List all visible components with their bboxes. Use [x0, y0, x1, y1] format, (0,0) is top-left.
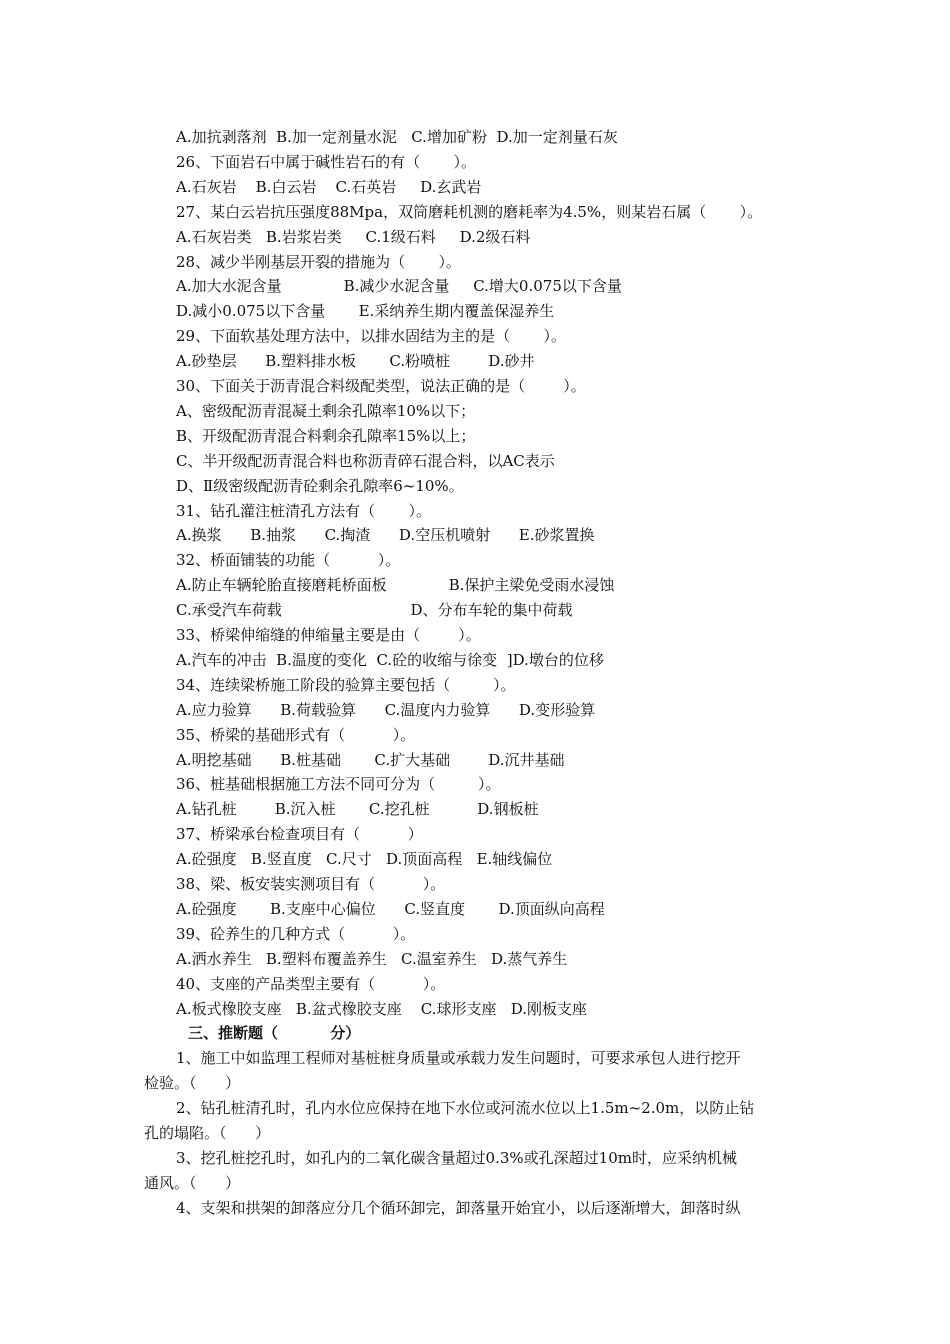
- text-line: 29、下面软基处理方法中，以排水固结为主的是（ ）。: [176, 327, 566, 346]
- text-line: A.明挖基础 B.桩基础 C.扩大基础 D.沉井基础: [176, 750, 565, 769]
- judgment-line: 1、施工中如监理工程师对基桩桩身质量或承载力发生问题时，可要求承包人进行挖开: [176, 1049, 741, 1068]
- text-line: 39、砼养生的几种方式（ ）。: [176, 924, 416, 943]
- text-line: 36、桩基础根据施工方法不同可分为（ ）。: [176, 775, 501, 794]
- text-line: A.换浆 B.抽浆 C.掏渣 D.空压机喷射 E.砂浆置换: [176, 526, 595, 545]
- text-line: A.应力验算 B.荷载验算 C.温度内力验算 D.变形验算: [176, 700, 596, 719]
- text-line: 27、某白云岩抗压强度88Mpa，双筒磨耗机测的磨耗率为4.5%，则某岩石属（ ）。: [176, 202, 763, 221]
- judgment-line: 4、支架和拱架的卸落应分几个循环卸完，卸落量开始宜小，以后逐渐增大，卸落时纵: [176, 1198, 741, 1217]
- judgment-continuation: 检验。（ ）: [144, 1074, 241, 1093]
- text-line: A.汽车的冲击 B.温度的变化 C.砼的收缩与徐变 ]D.墩台的位移: [176, 650, 604, 669]
- text-line: A、密级配沥青混凝土剩余孔隙率10%以下；: [176, 401, 476, 420]
- text-line: D.减小0.075以下含量 E.采纳养生期内覆盖保湿养生: [176, 302, 555, 321]
- text-line: C、半开级配沥青混合料也称沥青碎石混合料，以AC表示: [176, 451, 555, 470]
- section-heading: 三、推断题（ 分）: [188, 1024, 361, 1043]
- text-line: A.板式橡胶支座 B.盆式橡胶支座 C.球形支座 D.刚板支座: [176, 999, 588, 1018]
- text-line: A.石灰岩 B.白云岩 C.石英岩 D.玄武岩: [176, 177, 482, 196]
- text-line: 33、桥梁伸缩缝的伸缩量主要是由（ ）。: [176, 626, 481, 644]
- text-line: A.砼强度 B.支座中心偏位 C.竖直度 D.顶面纵向高程: [176, 899, 605, 918]
- text-line: D、Ⅱ级密级配沥青砼剩余孔隙率6~10%。: [176, 476, 464, 495]
- text-line: A.防止车辆轮胎直接磨耗桥面板 B.保护主梁免受雨水浸蚀: [176, 576, 615, 595]
- text-line: A.砂垫层 B.塑料排水板 C.粉喷桩 D.砂井: [176, 352, 535, 371]
- text-line: A.砼强度 B.竖直度 C.尺寸 D.顶面高程 E.轴线偏位: [176, 850, 553, 869]
- text-line: 26、下面岩石中属于碱性岩石的有（ ）。: [176, 152, 476, 171]
- text-line: 37、桥梁承台检查项目有（ ）: [176, 825, 423, 844]
- text-line: 32、桥面铺装的功能（ ）。: [176, 551, 401, 570]
- text-line: 40、支座的产品类型主要有（ ）。: [176, 974, 446, 993]
- text-line: 30、下面关于沥青混合料级配类型，说法正确的是（ ）。: [176, 377, 586, 395]
- text-line: 28、减少半刚基层开裂的措施为（ ）。: [176, 252, 461, 271]
- text-line: 35、桥梁的基础形式有（ ）。: [176, 725, 416, 744]
- text-line: A.钻孔桩 B.沉入桩 C.挖孔桩 D.钢板桩: [176, 800, 539, 819]
- text-line: B、开级配沥青混合料剩余孔隙率15%以上；: [176, 426, 476, 445]
- text-line: A.加大水泥含量 B.减少水泥含量 C.增大0.075以下含量: [176, 277, 622, 296]
- text-line: 38、梁、板安装实测项目有（ ）。: [176, 875, 446, 893]
- text-line: A.加抗剥落剂 B.加一定剂量水泥 C.增加矿粉 D.加一定剂量石灰: [176, 128, 618, 146]
- text-line: 31、钻孔灌注桩清孔方法有（ ）。: [176, 501, 431, 520]
- text-line: A.石灰岩类 B.岩浆岩类 C.1级石料 D.2级石料: [176, 227, 531, 246]
- text-line: C.承受汽车荷载 D、分布车轮的集中荷载: [176, 601, 573, 620]
- judgment-continuation: 通风。（ ）: [144, 1173, 241, 1192]
- text-line: 34、连续梁桥施工阶段的验算主要包括（ ）。: [176, 675, 516, 694]
- judgment-line: 3、挖孔桩挖孔时，如孔内的二氧化碳含量超过0.3%或孔深超过10m时，应采纳机械: [176, 1148, 737, 1167]
- judgment-continuation: 孔的塌陷。（ ）: [144, 1124, 271, 1142]
- judgment-line: 2、钻孔桩清孔时，孔内水位应保持在地下水位或河流水位以上1.5m~2.0m，以防止钻: [176, 1099, 755, 1118]
- text-line: A.洒水养生 B.塑料布覆盖养生 C.温室养生 D.蒸气养生: [176, 949, 568, 968]
